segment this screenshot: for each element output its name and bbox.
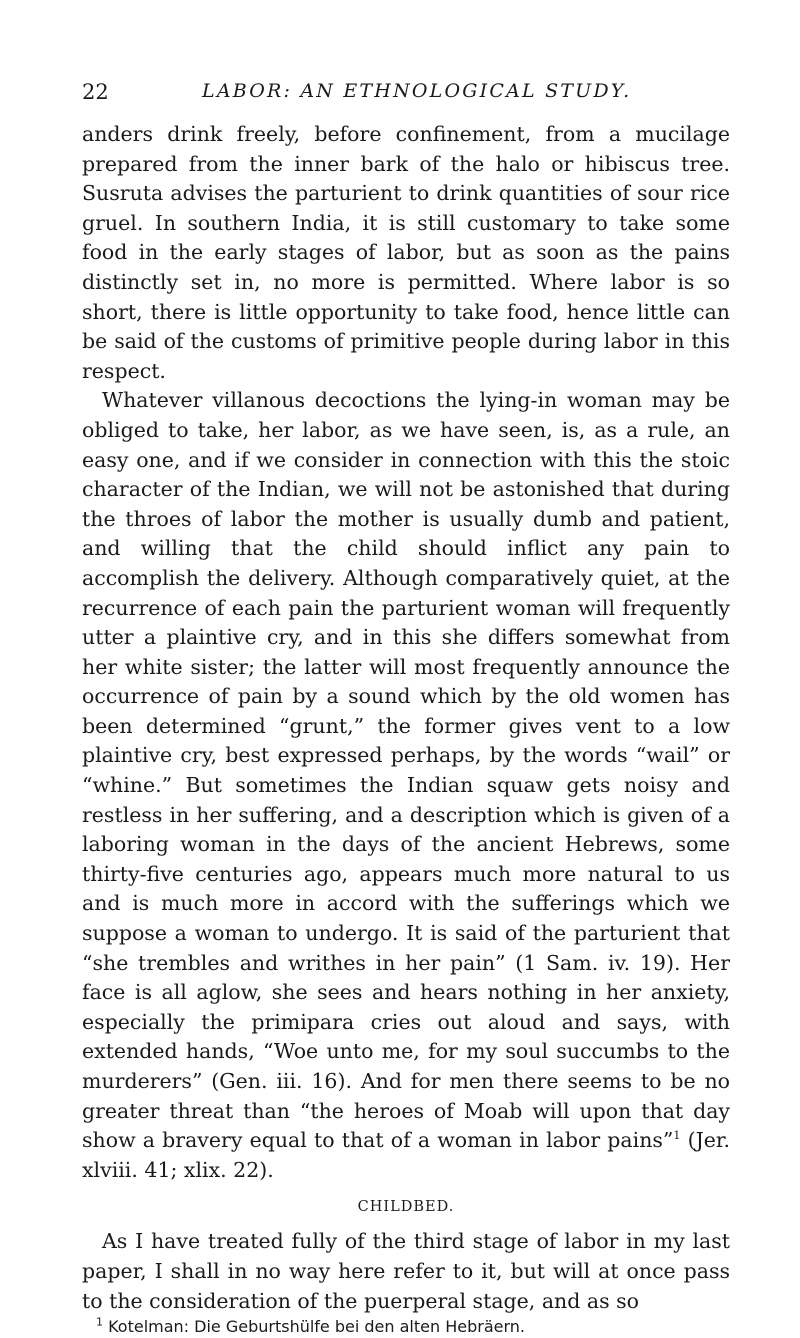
body-text [82, 120, 730, 1316]
paragraph-text-continued: (Jer. xlviii. 41; xlix. 22). [82, 1128, 730, 1182]
footnote-text: Kotelman: Die Geburtshülfe bei den alten Hebräern. [103, 1317, 525, 1337]
running-title: LABOR: AN ETHNOLOGICAL STUDY. [202, 80, 632, 102]
paragraph: anders drink freely, before confinement, from a mucilage prepared from the inner bark of the halo or hibiscus tree. Susruta advises the parturient to drink quantities of sour rice gruel. In southern India, it is still customary to take some food in the early stages of labor, but as soon as the pains distinctly set in, no more is permitted. Where labor is so short, there is little opportunity to take food, hence little can be said of the customs of primitive people during labor in this respect. [82, 122, 730, 383]
footnote-marker: 1 [96, 1315, 103, 1329]
running-head [82, 80, 730, 108]
book-page [82, 80, 730, 1338]
paragraph-text: Whatever villanous decoctions the lying-in woman may be obliged to take, her labor, as we have seen, is, as a rule, an easy one, and if we consider in connection with this the stoic character of the Indian, we will not be astonished that during the throes of labor the mother is usually dumb and patient, and willing that the child should inflict any pain to accomplish the delivery. Although comparatively quiet, at the recurrence of each pain the parturient woman will frequently utter a plaintive cry, and in this she differs somewhat from her white sister; the latter will most frequently announce the occurrence of pain by a sound which by the old women has been determined “grunt,” the former gives vent to a low plaintive cry, best expressed perhaps, by the words “wail” or “whine.” But sometimes the Indian squaw gets noisy and restless in her suffering, and a description which is given of a laboring woman in the days of the ancient Hebrews, some thirty-five centuries ago, appears much more natural to us and is much more in accord with the sufferings which we suppose a woman to undergo. It is said of the parturient that “she trembles and writhes in her pain” (1 Sam. iv. 19). Her face is all aglow, she sees and hears nothing in her anxiety, especially the primipara cries out aloud and says, with extended hands, “Woe unto me, for my soul succumbs to the murderers” (Gen. iii. 16). And for men there seems to be no greater threat than “the heroes of Moab will upon that day show a bravery equal to that of a woman in labor pains” [82, 388, 730, 1153]
footnote [82, 1316, 730, 1338]
paragraph: As I have treated fully of the third stage of labor in my last paper, I shall in no way here refer to it, but will at once pass to the consideration of the puerperal stage, and as so [82, 1229, 730, 1313]
page-number: 22 [82, 80, 109, 104]
footnote-reference: 1 [673, 1129, 681, 1143]
paragraph [82, 386, 730, 1185]
section-heading: CHILDBED. [357, 1199, 455, 1216]
